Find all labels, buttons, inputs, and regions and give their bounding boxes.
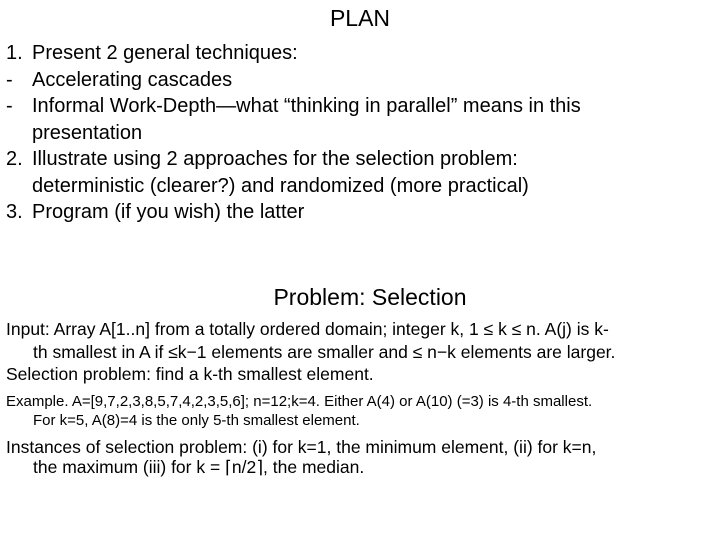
- list-item: [6, 40, 714, 67]
- list-marker: -: [6, 95, 13, 117]
- example-line-1: Example. A=[9,7,2,3,8,5,7,4,2,3,5,6]; n=12;k=4. Either A(4) or A(10) (=3) is 4-th smallest.: [6, 393, 593, 410]
- input-line-1: Input: Array A[1..n] from a totally ordered domain; integer k, 1 ≤ k ≤ n. A(j) is k-: [6, 319, 609, 339]
- list-item-text: Program (if you wish) the latter: [32, 201, 305, 223]
- instances-block: [6, 437, 714, 477]
- example-block: [6, 392, 714, 430]
- list-item-text: Illustrate using 2 approaches for the selection problem:: [32, 148, 518, 170]
- selection-title: Problem: Selection: [273, 284, 467, 310]
- list-item: [6, 67, 714, 94]
- list-marker: 2.: [6, 148, 23, 170]
- instances-line-2: the maximum (iii) for k = ⌈n/2⌉, the median.: [33, 457, 365, 477]
- problem-statement: Selection problem: find a k-th smallest element.: [6, 364, 374, 384]
- list-marker: 1.: [6, 42, 23, 64]
- input-line-2: th smallest in A if ≤k−1 elements are smaller and ≤ n−k elements are larger.: [33, 341, 616, 362]
- list-item-continuation: presentation: [32, 121, 143, 144]
- instances-line-1: Instances of selection problem: (i) for k=1, the minimum element, (ii) for k=n,: [6, 437, 597, 457]
- list-item-text: Accelerating cascades: [32, 68, 233, 91]
- list-item: [6, 199, 714, 226]
- list-marker: -: [6, 68, 13, 91]
- list-item-text: Informal Work-Depth—what “thinking in parallel” means in this: [32, 95, 581, 117]
- example-line-2: For k=5, A(8)=4 is the only 5-th smallest element.: [33, 412, 360, 429]
- list-marker: 3.: [6, 201, 23, 223]
- plan-list: [6, 40, 714, 226]
- selection-definition: [6, 318, 714, 386]
- list-item-continuation: deterministic (clearer?) and randomized (more practical): [32, 174, 529, 197]
- list-item-text: Present 2 general techniques:: [32, 42, 298, 64]
- plan-title: PLAN: [329, 5, 391, 31]
- list-item: [6, 146, 714, 173]
- list-item: [6, 93, 714, 120]
